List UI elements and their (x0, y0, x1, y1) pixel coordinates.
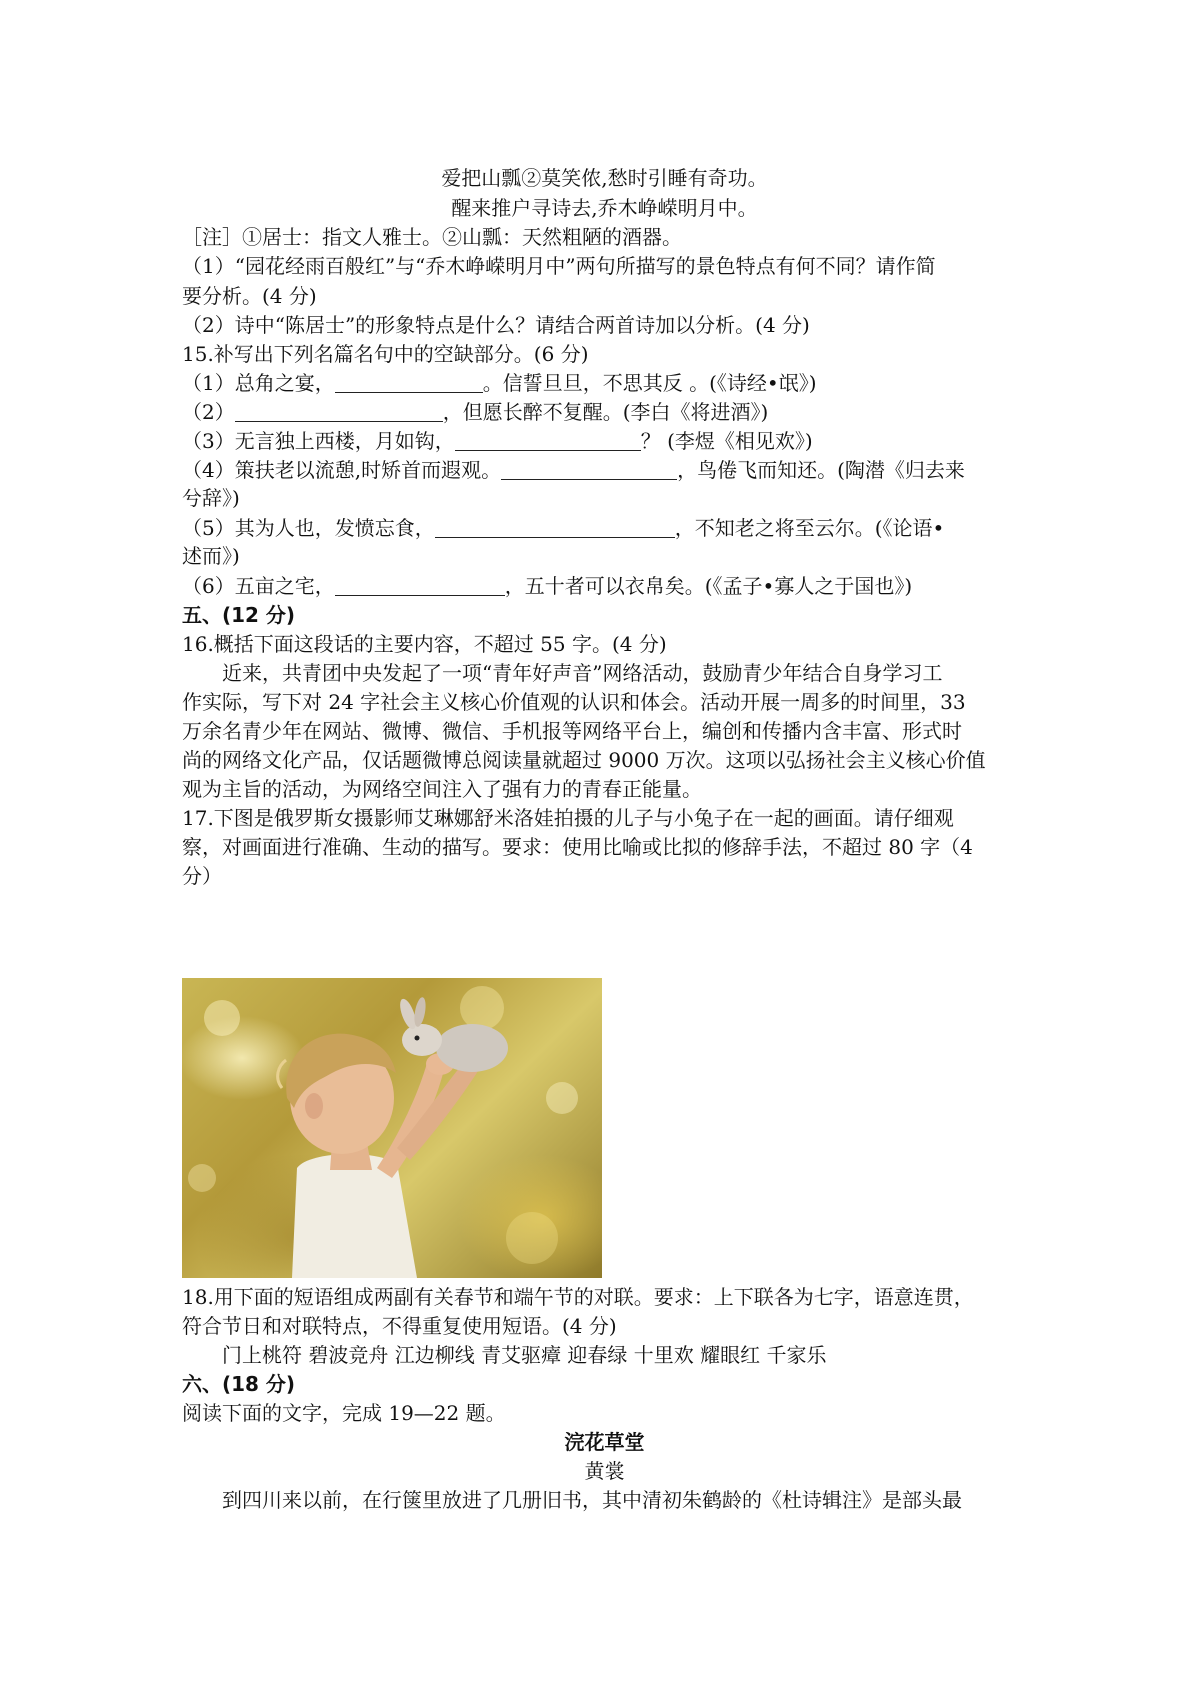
q15-item-3-text-a: （3）无言独上西楼，月如钩， (182, 429, 455, 453)
answer-blank[interactable] (235, 401, 443, 422)
q15-item-6 (182, 572, 1027, 600)
answer-blank[interactable] (335, 372, 483, 393)
q15-item-4-text-a: （4）策扶老以流憩,时矫首而遐观。 (182, 458, 502, 482)
q15-item-4-text-b: ，鸟倦飞而知还。(陶潜《归去来 (677, 458, 965, 482)
q15-item-3 (182, 427, 1027, 455)
q17-line-2: 察，对画面进行准确、生动的描写。要求：使用比喻或比拟的修辞手法，不超过 80 字（4 (182, 835, 973, 859)
q16-passage-line-2: 作实际，写下对 24 字社会主义核心价值观的认识和体会。活动开展一周多的时间里，33 (182, 690, 966, 714)
q15-item-5-cont: 述而》) (182, 544, 240, 568)
q14-part1-line2: 要分析。(4 分) (182, 284, 317, 308)
reading-intro: 阅读下面的文字，完成 19—22 题。 (182, 1401, 506, 1425)
q14-part1-line1: （1）“园花经雨百般红”与“乔木峥嵘明月中”两句所描写的景色特点有何不同？请作简 (182, 254, 936, 278)
q16-passage-line-4: 尚的网络文化产品，仅话题微博总阅读量就超过 9000 万次。这项以弘扬社会主义核心价值 (182, 748, 986, 772)
q15-item-6-text-b: ，五十者可以衣帛矣。(《孟子•寡人之于国也》) (504, 574, 913, 598)
q18-line-2: 符合节日和对联特点，不得重复使用短语。(4 分) (182, 1314, 617, 1338)
q14-part2: （2）诗中“陈居士”的形象特点是什么？请结合两首诗加以分析。(4 分) (182, 313, 810, 337)
q18-line-1: 18.用下面的短语组成两副有关春节和端午节的对联。要求：上下联各为七字，语意连贯， (182, 1285, 974, 1309)
q15-item-6-text-a: （6）五亩之宅， (182, 574, 335, 598)
q15-item-1-text-b: 。信誓旦旦，不思其反 。(《诗经•氓》) (482, 371, 817, 395)
q15-item-2-text-a: （2） (182, 400, 235, 424)
q15-item-4-cont: 兮辞》) (182, 486, 240, 510)
q15-title: 15.补写出下列名篇名句中的空缺部分。(6 分) (182, 342, 589, 366)
q15-item-3-text-b: ？ (李煜《相见欢》) (640, 429, 813, 453)
q15-item-4 (182, 456, 1027, 484)
article-title: 浣花草堂 (564, 1430, 645, 1454)
q18-phrases: 门上桃符 碧波竞舟 江边柳线 青艾驱瘴 迎春绿 十里欢 耀眼红 千家乐 (222, 1343, 827, 1367)
q15-item-5-text-b: ，不知老之将至云尔。(《论语• (674, 516, 945, 540)
q16-title: 16.概括下面这段话的主要内容，不超过 55 字。(4 分) (182, 632, 667, 656)
q15-item-5 (182, 514, 1027, 542)
q16-passage-line-5: 观为主旨的活动，为网络空间注入了强有力的青春正能量。 (182, 777, 702, 801)
article-first-line: 到四川来以前，在行箧里放进了几册旧书，其中清初朱鹤龄的《杜诗辑注》是部头最 (222, 1488, 962, 1512)
poem-line-1: 爱把山瓢②莫笑侬,愁时引睡有奇功。 (441, 166, 768, 190)
q16-passage-line-1: 近来，共青团中央发起了一项“青年好声音”网络活动，鼓励青少年结合自身学习工 (222, 661, 943, 685)
q15-item-2-text-b: ，但愿长醉不复醒。(李白《将进酒》) (442, 400, 769, 424)
q15-item-2 (182, 398, 1027, 426)
answer-blank[interactable] (435, 517, 675, 538)
q15-item-5-text-a: （5）其为人也，发愤忘食， (182, 516, 435, 540)
boy-with-rabbit-photo (182, 978, 602, 1278)
q16-passage-line-3: 万余名青少年在网站、微博、微信、手机报等网络平台上，编创和传播内含丰富、形式时 (182, 719, 962, 743)
answer-blank[interactable] (335, 575, 505, 596)
poem-line-2: 醒来推户寻诗去,乔木峥嵘明月中。 (451, 196, 758, 220)
q17-line-3: 分） (182, 864, 222, 888)
answer-blank[interactable] (501, 459, 677, 480)
section-5-heading: 五、(12 分) (182, 603, 296, 627)
answer-blank[interactable] (455, 430, 641, 451)
section-6-heading: 六、(18 分) (182, 1372, 296, 1396)
photo-illustration (182, 978, 602, 1278)
poem-note: ［注］①居士：指文人雅士。②山瓢：天然粗陋的酒器。 (182, 225, 682, 249)
q17-line-1: 17.下图是俄罗斯女摄影师艾琳娜舒米洛娃拍摄的儿子与小兔子在一起的画面。请仔细观 (182, 806, 954, 830)
article-author: 黄裳 (584, 1459, 625, 1483)
q15-item-1 (182, 369, 1027, 397)
q15-item-1-text-a: （1）总角之宴， (182, 371, 335, 395)
